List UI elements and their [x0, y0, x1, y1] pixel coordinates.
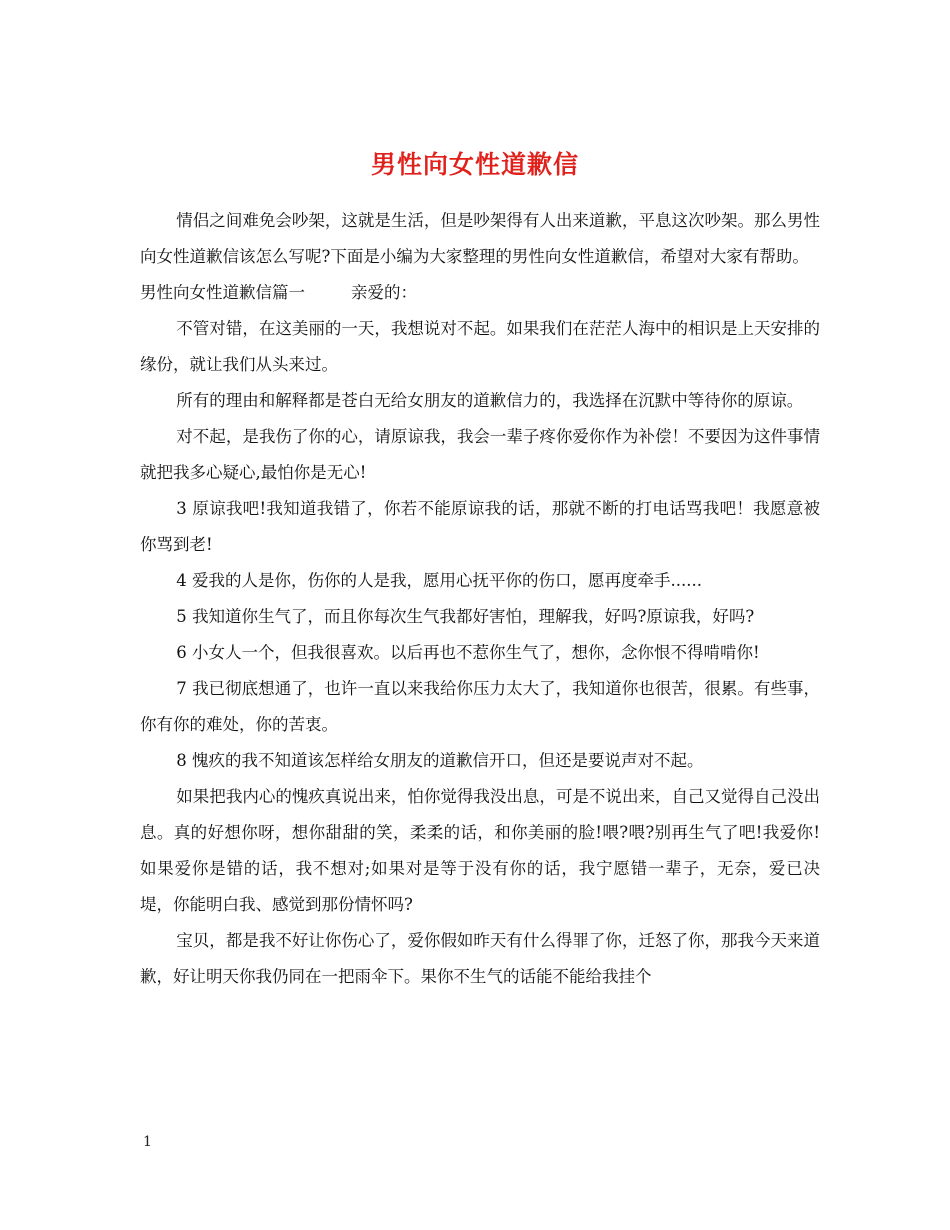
intro-paragraph: 情侣之间难免会吵架，这就是生活，但是吵架得有人出来道歉，平息这次吵架。那么男性向女性道歉信该怎么写呢?下面是小编为大家整理的男性向女性道歉信，希望对大家有帮助。 [140, 211, 820, 266]
body-paragraph: 所有的理由和解释都是苍白无给女朋友的道歉信力的，我选择在沉默中等待你的原谅。 [176, 391, 804, 410]
section-heading: 男性向女性道歉信篇一 [140, 283, 305, 302]
document-body [140, 203, 820, 995]
salutation: 亲爱的： [351, 283, 417, 302]
body-paragraph: 不管对错，在这美丽的一天，我想说对不起。如果我们在茫茫人海中的相识是上天安排的缘份，就让我们从头来过。 [140, 319, 820, 374]
body-paragraph: 7 我已彻底想通了，也许一直以来我给你压力太大了，我知道你也很苦，很累。有些事，你有你的难处，你的苦衷。 [140, 679, 820, 734]
body-paragraph: 8 愧疚的我不知道该怎样给女朋友的道歉信开口，但还是要说声对不起。 [176, 751, 704, 770]
body-paragraph: 5 我知道你生气了，而且你每次生气我都好害怕，理解我，好吗?原谅我，好吗? [176, 607, 755, 626]
page-title: 男性向女性道歉信 [370, 149, 579, 179]
body-paragraph: 对不起，是我伤了你的心，请原谅我，我会一辈子疼你爱你作为补偿！不要因为这件事情就把我多心疑心,最怕你是无心! [140, 427, 820, 482]
body-paragraph: 如果把我内心的愧疚真说出来，怕你觉得我没出息，可是不说出来，自己又觉得自己没出息。真的好想你呀，想你甜甜的笑，柔柔的话，和你美丽的脸!喂?喂?别再生气了吧!我爱你!如果爱你是错的话，我不想对;如果对是等于没有你的话，我宁愿错一辈子，无奈，爱已决堤，你能明白我、感觉到那份情怀吗? [140, 787, 820, 914]
body-paragraph: 3 原谅我吧!我知道我错了，你若不能原谅我的话，那就不断的打电话骂我吧！我愿意被你骂到老! [140, 499, 820, 554]
body-paragraph: 6 小女人一个，但我很喜欢。以后再也不惹你生气了，想你，念你恨不得啃啃你! [176, 643, 760, 662]
body-paragraph: 宝贝，都是我不好让你伤心了，爱你假如昨天有什么得罪了你，迁怒了你，那我今天来道歉，好让明天你我仍同在一把雨伞下。果你不生气的话能不能给我挂个 [140, 931, 820, 986]
page-number: 1 [143, 1134, 152, 1150]
section-heading-line [140, 275, 820, 311]
body-paragraph: 4 爱我的人是你，伤你的人是我，愿用心抚平你的伤口，愿再度牵手...... [176, 571, 703, 590]
